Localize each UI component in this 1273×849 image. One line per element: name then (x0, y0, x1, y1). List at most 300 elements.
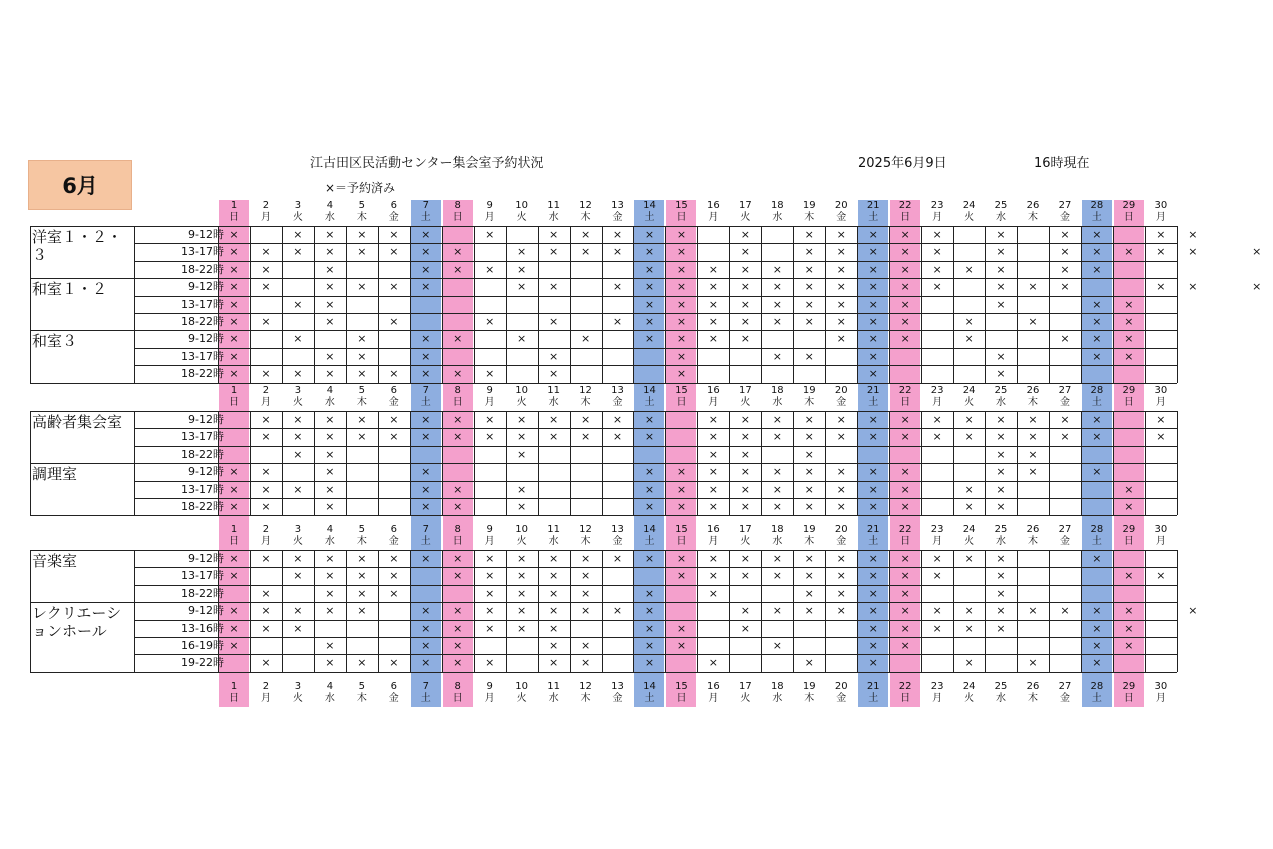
grid-line (1113, 550, 1114, 672)
grid-line (1145, 550, 1146, 672)
grid-line (921, 411, 922, 515)
day-number: 3 (294, 681, 302, 692)
day-header (793, 200, 825, 224)
day-number: 25 (994, 200, 1008, 211)
day-header (1049, 200, 1081, 224)
grid-line (282, 550, 283, 672)
day-number: 16 (707, 200, 720, 211)
day-header (538, 681, 570, 705)
booked-mark: × (485, 413, 495, 426)
booked-mark: × (900, 262, 910, 276)
booked-mark: × (357, 430, 367, 444)
booked-mark: × (868, 656, 878, 670)
booked-mark: × (1028, 465, 1038, 479)
booked-mark: × (900, 228, 910, 241)
weekday-label: 日 (229, 693, 239, 704)
booked-mark: × (1092, 315, 1102, 328)
booked-mark: × (548, 656, 559, 670)
booked-mark: × (804, 280, 814, 294)
booked-mark: × (485, 228, 495, 241)
booked-mark: × (1092, 297, 1102, 311)
day-number: 24 (962, 385, 976, 396)
day-header (570, 524, 602, 548)
weekday-label: 月 (932, 397, 943, 408)
booked-mark: × (229, 367, 239, 381)
booked-mark: × (580, 639, 591, 652)
day-header (953, 385, 985, 409)
weekday-label: 月 (484, 536, 495, 547)
booked-mark: × (261, 604, 271, 618)
booked-mark: × (836, 332, 846, 346)
weekday-label: 水 (548, 212, 559, 223)
day-header (602, 524, 634, 548)
booked-mark: × (357, 656, 367, 670)
grid-line (665, 226, 666, 383)
booked-mark: × (644, 430, 655, 444)
booked-mark: × (868, 228, 878, 241)
day-header (729, 524, 761, 548)
booked-mark: × (900, 569, 910, 583)
booked-mark: × (293, 604, 303, 618)
day-number: 7 (422, 524, 429, 535)
weekday-label: 木 (356, 212, 367, 223)
grid-line (442, 226, 443, 383)
booked-mark: × (900, 586, 910, 600)
booked-mark: × (772, 604, 782, 618)
booked-mark: × (964, 621, 974, 635)
grid-line (761, 550, 762, 672)
booked-mark: × (261, 413, 271, 426)
booked-mark: × (453, 430, 463, 444)
day-number: 3 (294, 385, 302, 396)
day-number: 27 (1058, 524, 1072, 535)
weekday-label: 土 (1091, 212, 1102, 223)
weekday-label: 日 (1123, 212, 1134, 223)
time-slot-label: 9-12時 (188, 413, 224, 426)
booked-mark: × (325, 586, 335, 600)
booked-mark: × (836, 552, 846, 565)
booked-mark: × (1092, 332, 1102, 346)
day-header (314, 524, 346, 548)
booked-mark: × (325, 297, 335, 311)
booked-mark: × (421, 482, 431, 496)
day-header (282, 524, 314, 548)
booked-mark: × (389, 430, 399, 444)
booked-mark: × (804, 500, 814, 513)
day-header (761, 524, 793, 548)
booked-mark: × (325, 482, 335, 496)
day-number: 8 (454, 200, 461, 211)
weekday-label: 月 (708, 693, 719, 704)
time-slot-label: 9-12時 (188, 465, 224, 479)
booked-mark: × (325, 569, 335, 583)
booked-mark: × (900, 245, 910, 259)
booked-mark: × (1092, 262, 1102, 276)
booked-mark: × (325, 228, 335, 241)
booked-mark: × (932, 569, 942, 583)
day-header (985, 385, 1017, 409)
day-number: 2 (262, 200, 270, 211)
day-number: 9 (486, 681, 493, 692)
day-header (1049, 524, 1081, 548)
booked-mark: × (1188, 280, 1198, 294)
booked-mark: × (804, 482, 814, 496)
day-header (761, 681, 793, 705)
day-header (570, 681, 602, 705)
booked-mark: × (229, 315, 239, 328)
weekday-label: 日 (900, 212, 911, 223)
weekday-label: 土 (1091, 536, 1102, 547)
booked-mark: × (548, 315, 559, 328)
grid-line (346, 226, 347, 383)
weekday-label: 金 (836, 693, 847, 704)
day-header (570, 385, 602, 409)
weekday-label: 金 (836, 536, 847, 547)
booked-mark: × (868, 315, 878, 328)
grid-line (1049, 226, 1050, 383)
booked-mark: × (868, 245, 878, 259)
weekday-label: 水 (324, 536, 335, 547)
grid-line (921, 550, 922, 672)
booked-mark: × (1092, 228, 1102, 241)
day-header (442, 524, 474, 548)
day-number: 26 (1026, 200, 1040, 211)
booked-mark: × (517, 430, 527, 444)
booked-mark: × (1188, 604, 1198, 618)
grid-line (665, 550, 666, 672)
booked-mark: × (357, 413, 367, 426)
booked-mark: × (996, 569, 1006, 583)
booked-mark: × (804, 552, 814, 565)
grid-line (985, 226, 986, 383)
booked-mark: × (676, 297, 687, 311)
booked-mark: × (676, 621, 687, 635)
booked-mark: × (229, 228, 239, 241)
booked-mark: × (836, 315, 846, 328)
booked-mark: × (1124, 621, 1134, 635)
booked-mark: × (261, 482, 271, 496)
time-slot-label: 19-22時 (181, 656, 224, 670)
grid-line (30, 672, 1177, 673)
time-slot-label: 13-17時 (181, 297, 224, 311)
booked-mark: × (548, 228, 559, 241)
booked-mark: × (389, 367, 399, 381)
booked-mark: × (996, 262, 1006, 276)
day-header (506, 681, 538, 705)
booked-mark: × (389, 245, 399, 259)
day-number: 5 (358, 524, 366, 535)
grid-line (857, 411, 858, 515)
grid-line (825, 411, 826, 515)
booked-mark: × (676, 569, 687, 583)
weekday-label: 火 (964, 212, 975, 223)
booked-mark: × (1092, 413, 1102, 426)
day-header (729, 385, 761, 409)
day-number: 5 (358, 681, 366, 692)
booked-mark: × (676, 639, 687, 652)
booked-mark: × (612, 413, 623, 426)
weekday-label: 土 (1091, 693, 1102, 704)
grid-line (314, 550, 315, 672)
grid-line (314, 226, 315, 383)
day-header (1145, 524, 1177, 548)
booked-mark: × (708, 280, 718, 294)
day-header (793, 385, 825, 409)
grid-line (1177, 226, 1178, 383)
day-number: 15 (675, 200, 688, 211)
booked-mark: × (580, 656, 591, 670)
booked-mark: × (612, 430, 623, 444)
day-number: 20 (834, 385, 848, 396)
booked-mark: × (421, 465, 431, 479)
day-number: 24 (962, 200, 976, 211)
grid-line (30, 515, 1177, 516)
booked-mark: × (548, 245, 559, 259)
weekday-label: 日 (229, 397, 239, 408)
grid-line (761, 411, 762, 515)
booked-mark: × (517, 500, 527, 513)
day-header (889, 524, 921, 548)
weekday-label: 日 (229, 536, 239, 547)
booked-mark: × (1028, 413, 1038, 426)
day-header (729, 200, 761, 224)
booked-mark: × (261, 586, 271, 600)
booked-mark: × (293, 228, 303, 241)
weekday-label: 木 (356, 693, 367, 704)
booked-mark: × (644, 297, 655, 311)
booked-mark: × (1060, 604, 1070, 618)
day-header (665, 524, 697, 548)
booked-mark: × (293, 367, 303, 381)
booked-mark: × (517, 569, 527, 583)
booked-mark: × (772, 262, 782, 276)
day-number: 25 (994, 681, 1008, 692)
booked-mark: × (900, 332, 910, 346)
grid-line (697, 411, 698, 515)
booked-mark: × (740, 262, 750, 276)
booked-mark: × (772, 349, 782, 363)
booked-mark: × (740, 604, 750, 618)
booked-mark: × (772, 569, 782, 583)
weekday-label: 水 (772, 536, 783, 547)
booked-mark: × (485, 586, 495, 600)
booked-mark: × (708, 500, 718, 513)
booked-mark: × (676, 280, 687, 294)
booked-mark: × (804, 245, 814, 259)
day-header (218, 200, 250, 224)
booked-mark: × (453, 656, 463, 670)
booked-mark: × (485, 262, 495, 276)
booked-mark: × (453, 482, 463, 496)
grid-line (633, 226, 634, 383)
booked-mark: × (517, 245, 527, 259)
booked-mark: × (1124, 245, 1134, 259)
booked-mark: × (804, 413, 814, 426)
booked-mark: × (1124, 349, 1134, 363)
booked-mark: × (389, 569, 399, 583)
booked-mark: × (1252, 245, 1262, 259)
booked-mark: × (325, 639, 335, 652)
booked-mark: × (644, 552, 655, 565)
time-slot-label: 18-22時 (181, 315, 224, 328)
day-header (474, 200, 506, 224)
booked-mark: × (517, 332, 527, 346)
day-header (314, 385, 346, 409)
day-number: 4 (326, 200, 334, 211)
day-number: 9 (486, 200, 493, 211)
booked-mark: × (676, 262, 687, 276)
weekday-label: 水 (772, 693, 783, 704)
grid-line (506, 411, 507, 515)
booked-mark: × (676, 332, 687, 346)
booked-mark: × (1092, 465, 1102, 479)
day-header (250, 524, 282, 548)
day-header (729, 681, 761, 705)
booked-mark: × (1124, 569, 1134, 583)
booked-mark: × (1028, 447, 1038, 461)
weekday-label: 木 (356, 397, 367, 408)
booked-mark: × (772, 639, 782, 652)
booked-mark: × (964, 262, 974, 276)
booked-mark: × (708, 413, 718, 426)
day-header (538, 524, 570, 548)
booked-mark: × (229, 552, 239, 565)
day-number: 14 (643, 200, 656, 211)
grid-line (378, 411, 379, 515)
booked-mark: × (804, 315, 814, 328)
booked-mark: × (644, 482, 655, 496)
booked-mark: × (485, 656, 495, 670)
weekday-label: 日 (900, 693, 911, 704)
booked-mark: × (261, 500, 271, 513)
weekday-label: 日 (676, 536, 687, 547)
day-number: 18 (770, 524, 784, 535)
booked-mark: × (421, 262, 431, 276)
booked-mark: × (325, 280, 335, 294)
booked-mark: × (644, 280, 655, 294)
booked-mark: × (676, 465, 687, 479)
booked-mark: × (612, 315, 623, 328)
booked-mark: × (964, 413, 974, 426)
booked-mark: × (453, 367, 463, 381)
day-header (218, 524, 250, 548)
booked-mark: × (261, 621, 271, 635)
booked-mark: × (261, 315, 271, 328)
grid-line (538, 226, 539, 383)
day-header (474, 681, 506, 705)
booked-mark: × (804, 569, 814, 583)
booked-mark: × (740, 280, 750, 294)
weekday-label: 月 (708, 212, 719, 223)
grid-line (30, 411, 31, 515)
time-slot-label: 13-17時 (181, 482, 224, 496)
booked-mark: × (932, 621, 942, 635)
grid-line (538, 411, 539, 515)
booked-mark: × (1060, 228, 1070, 241)
booked-mark: × (740, 482, 750, 496)
grid-line (889, 550, 890, 672)
booked-mark: × (708, 430, 718, 444)
day-number: 29 (1122, 524, 1136, 535)
day-header (346, 681, 378, 705)
booked-mark: × (612, 280, 623, 294)
grid-line (825, 550, 826, 672)
grid-line (825, 226, 826, 383)
booked-mark: × (708, 297, 718, 311)
booked-mark: × (804, 465, 814, 479)
booked-mark: × (804, 349, 814, 363)
booked-mark: × (548, 569, 559, 583)
grid-line (953, 411, 954, 515)
booked-mark: × (389, 228, 399, 241)
day-header (889, 681, 921, 705)
booked-mark: × (868, 552, 878, 565)
booked-mark: × (453, 262, 463, 276)
weekday-label: 月 (708, 397, 719, 408)
grid-line (633, 550, 634, 672)
day-number: 1 (230, 681, 238, 692)
booked-mark: × (325, 349, 335, 363)
booked-mark: × (644, 315, 655, 328)
booked-mark: × (644, 332, 655, 346)
day-header (953, 681, 985, 705)
booked-mark: × (229, 332, 239, 346)
day-header (1113, 385, 1145, 409)
booked-mark: × (612, 604, 623, 618)
grid-line (729, 550, 730, 672)
booked-mark: × (676, 500, 687, 513)
grid-line (570, 226, 571, 383)
time-slot-label: 13-17時 (181, 569, 224, 583)
day-header (602, 200, 634, 224)
booked-mark: × (868, 465, 878, 479)
booked-mark: × (708, 465, 718, 479)
day-header (825, 524, 857, 548)
booked-mark: × (708, 656, 718, 670)
booked-mark: × (485, 569, 495, 583)
day-header (474, 524, 506, 548)
weekday-label: 火 (740, 212, 751, 223)
weekday-label: 金 (1059, 397, 1070, 408)
grid-line (346, 411, 347, 515)
booked-mark: × (1060, 430, 1070, 444)
weekday-label: 土 (420, 212, 431, 223)
day-header (218, 681, 250, 705)
day-header (697, 385, 729, 409)
day-number: 8 (454, 681, 461, 692)
booked-mark: × (932, 228, 942, 241)
day-header (506, 524, 538, 548)
time-slot-label: 18-22時 (181, 586, 224, 600)
day-number: 2 (262, 385, 270, 396)
grid-line (474, 411, 475, 515)
weekday-label: 土 (1091, 397, 1102, 408)
booked-mark: × (836, 430, 846, 444)
booked-mark: × (836, 228, 846, 241)
booked-mark: × (325, 367, 335, 381)
weekday-label: 月 (1155, 397, 1166, 408)
booked-mark: × (1156, 228, 1166, 241)
booked-mark: × (580, 430, 591, 444)
booked-mark: × (357, 245, 367, 259)
weekday-label: 木 (804, 212, 815, 223)
weekday-label: 月 (484, 212, 495, 223)
grid-line (506, 226, 507, 383)
booked-mark: × (389, 552, 399, 565)
booked-mark: × (644, 586, 655, 600)
day-number: 11 (547, 524, 560, 535)
booked-mark: × (868, 262, 878, 276)
